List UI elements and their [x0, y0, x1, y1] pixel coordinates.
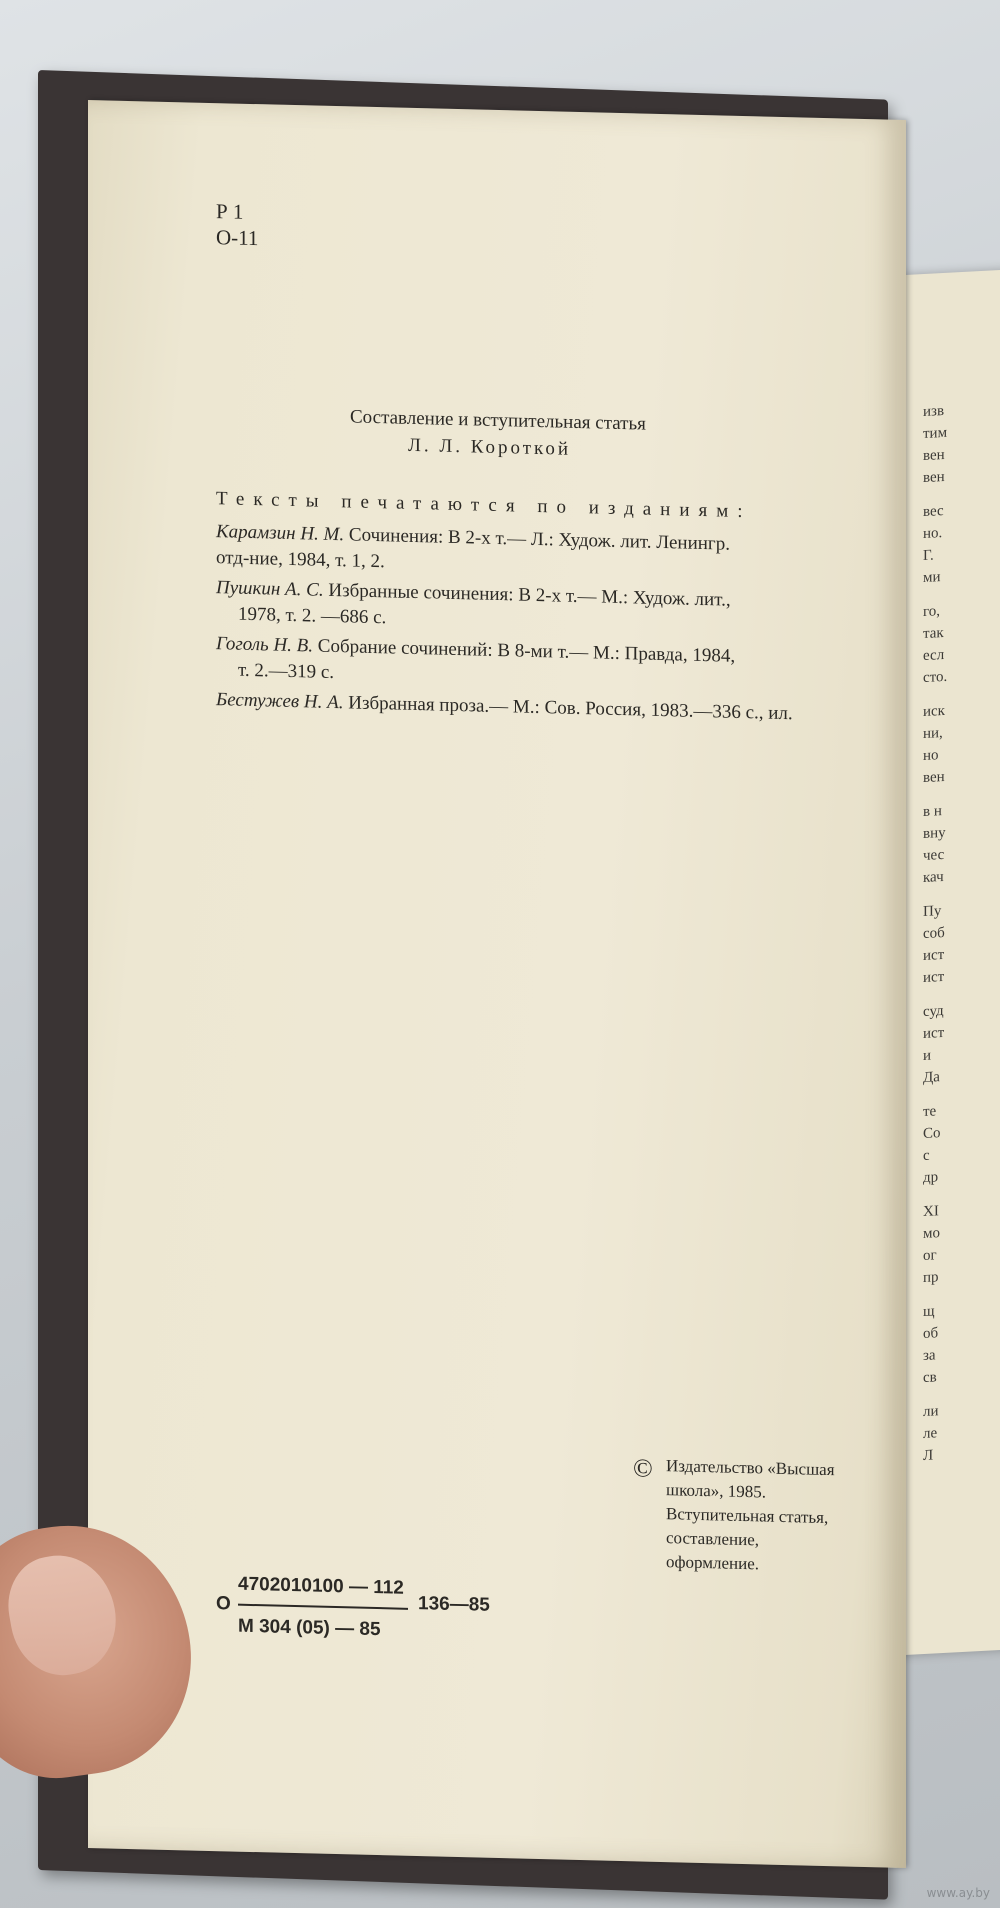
right-page-fragment: Со [923, 1125, 941, 1143]
right-page-fragment: есл [923, 646, 945, 665]
right-page-fragment: Да [923, 1069, 940, 1087]
compiler-name: Л. Л. Короткой [408, 434, 571, 460]
right-page-fragment: го, [923, 603, 941, 621]
watermark: www.ay.by [926, 1886, 990, 1900]
sources-heading: Тексты печатаются по изданиям: [216, 488, 752, 523]
right-page-fragment: вен [923, 446, 945, 465]
classification-code-1: Р 1 [216, 199, 244, 224]
compiler-credit: Составление и вступительная статья [350, 406, 646, 435]
right-page-fragment: соб [923, 924, 945, 943]
right-page-fragment: вну [923, 824, 946, 843]
right-page-fragment: ле [923, 1425, 938, 1443]
right-page-fragment: мо [923, 1225, 940, 1243]
source-title: Собрание сочинений: В 8-ми т.— М.: Правда, 1984, [313, 635, 736, 667]
right-page-fragment: ог [923, 1247, 937, 1265]
right-page-fragment: но. [923, 525, 943, 543]
right-page-fragment: ли [923, 1403, 939, 1421]
right-page-fragment: сто. [923, 668, 948, 687]
right-page-fragment: ист [923, 1024, 945, 1043]
right-page-fragment: об [923, 1325, 939, 1343]
right-page-fragment: ни, [923, 725, 943, 743]
classification-code-2: О-11 [216, 225, 259, 251]
right-page-fragment: изв [923, 402, 945, 421]
right-page-fragment: чес [923, 846, 945, 865]
left-page [88, 100, 906, 1868]
source-title: Избранные сочинения: В 2-х т.— М.: Худож. лит., [323, 579, 731, 611]
right-page-fragment: вен [923, 768, 945, 787]
right-page-fragment: щ [923, 1303, 935, 1321]
right-page-fragment: св [923, 1369, 937, 1387]
right-page-fragment: вес [923, 502, 944, 521]
right-page-fragment: и [923, 1047, 932, 1065]
right-page-fragment: тим [923, 424, 948, 443]
catalog-numerator: 4702010100 — 112 [238, 1573, 404, 1599]
source-entry-1-cont: отд-ние, 1984, т. 1, 2. [216, 547, 385, 573]
right-page-fragment: ист [923, 946, 945, 965]
source-entry-2-cont: 1978, т. 2. —686 с. [238, 603, 387, 629]
right-page-fragment: иск [923, 702, 945, 721]
source-title: Сочинения: В 2-х т.— Л.: Худож. лит. Ленингр. [344, 524, 730, 555]
source-author: Пушкин А. С. [216, 577, 324, 601]
right-page-fragment: с [923, 1147, 930, 1165]
right-page-fragment: за [923, 1347, 936, 1365]
source-entry-3-cont: т. 2.—319 с. [238, 659, 335, 684]
source-author: Бестужев Н. А. [216, 689, 344, 714]
catalog-letter: О [216, 1593, 231, 1615]
right-page-edge [905, 269, 1000, 1655]
right-page-fragment: XI [923, 1203, 939, 1221]
catalog-suffix: 136—85 [418, 1593, 490, 1616]
right-page-fragment: пр [923, 1269, 939, 1287]
right-page-fragment: в н [923, 803, 942, 821]
right-page-fragment: ми [923, 569, 941, 587]
source-author: Гоголь Н. В. [216, 633, 314, 657]
right-page-fragment: Л [923, 1447, 934, 1465]
catalog-fraction-rule [238, 1604, 408, 1610]
catalog-denominator: М 304 (05) — 85 [238, 1615, 381, 1641]
right-page-fragment: Г. [923, 547, 934, 565]
right-page-fragment: суд [923, 1002, 944, 1021]
copyright-notice: Издательство «Высшая школа», 1985. Вступительная статья, составление, оформление. [666, 1456, 835, 1574]
right-page-fragment: вен [923, 468, 945, 487]
right-page-fragment: др [923, 1169, 939, 1187]
right-page-fragment: но [923, 747, 939, 765]
source-entry-4 [216, 689, 793, 725]
right-page-fragment: Пу [923, 903, 942, 921]
right-page-fragment: кач [923, 868, 944, 887]
right-page-fragment: те [923, 1103, 937, 1121]
copyright-sign: © [633, 1453, 653, 1483]
right-page-fragment: так [923, 624, 944, 643]
right-page-fragment: ист [923, 968, 945, 987]
source-author: Карамзин Н. М. [216, 521, 345, 546]
source-title: Избранная проза.— М.: Сов. Россия, 1983.—336 с., ил. [343, 692, 793, 725]
